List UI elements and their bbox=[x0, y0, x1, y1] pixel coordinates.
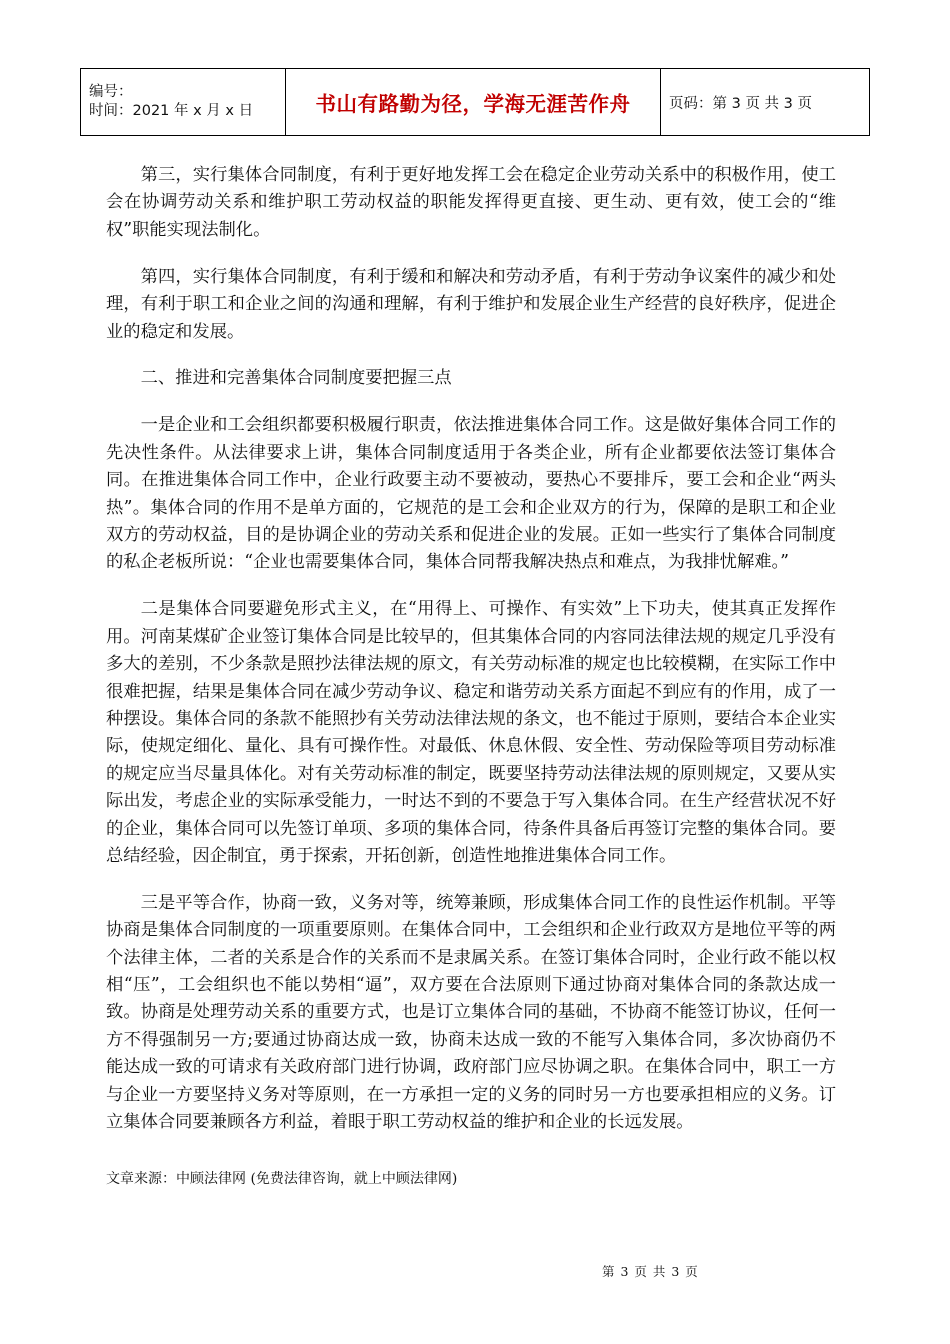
paragraph-fourth-point: 第四，实行集体合同制度，有利于缓和和解决和劳动矛盾，有利于劳动争议案件的减少和处理，有利于职工和企业之间的沟通和理解，有利于维护和发展企业生产经营的良好秩序，促进企业的稳定和发展。 bbox=[106, 266, 836, 342]
article-source: 文章来源：中顾法律网 (免费法律咨询，就上中顾法律网) bbox=[106, 1171, 458, 1187]
document-number-label: 编号： bbox=[89, 84, 133, 100]
document-date: 时间：2021 年 x 月 x 日 bbox=[89, 103, 254, 119]
header-motto: 书山有路勤为径，学海无涯苦作舟 bbox=[286, 69, 661, 136]
paragraph-third-point: 第三，实行集体合同制度，有利于更好地发挥工会在稳定企业劳动关系中的积极作用，使工会在协调劳动关系和维护职工劳动权益的职能发挥得更直接、更生动、更有效，使工会的“维权”职能实现法制化。 bbox=[106, 165, 836, 240]
article-body bbox=[106, 162, 836, 1156]
header-meta-cell bbox=[81, 69, 286, 136]
page-footer: 第 3 页 共 3 页 bbox=[602, 1264, 698, 1279]
paragraph-point-three: 三是平等合作，协商一致，义务对等，统筹兼顾，形成集体合同工作的良性运作机制。平等协商是集体合同制度的一项重要原则。在集体合同中，工会组织和企业行政双方是地位平等的两个法律主体，二者的关系是合作的关系而不是隶属关系。在签订集体合同时，企业行政不能以权相“压”，工会组织也不能以势相“逼”，双方要在合法原则下通过协商对集体合同的条款达成一致。协商是处理劳动关系的重要方式，也是订立集体合同的基础，不协商不能签订协议，任何一方不得强制另一方;要通过协商达成一致，协商未达成一致的不能写入集体合同，多次协商仍不能达成一致的可请求有关政府部门进行协调，政府部门应尽协调之职。在集体合同中，职工一方与企业一方要坚持义务对等原则，在一方承担一定的义务的同时另一方也要承担相应的义务。订立集体合同要兼顾各方利益，着眼于职工劳动权益的维护和企业的长远发展。 bbox=[106, 892, 836, 1133]
paragraph-point-two: 二是集体合同要避免形式主义，在“用得上、可操作、有实效”上下功夫，使其真正发挥作用。河南某煤矿企业签订集体合同是比较早的，但其集体合同的内容同法律法规的规定几乎没有多大的差别，不少条款是照抄法律法规的原文，有关劳动标准的规定也比较模糊，在实际工作中很难把握，结果是集体合同在减少劳动争议、稳定和谐劳动关系方面起不到应有的作用，成了一种摆设。集体合同的条款不能照抄有关劳动法律法规的条文，也不能过于原则，要结合本企业实际，使规定细化、量化、具有可操作性。对最低、休息休假、安全性、劳动保险等项目劳动标准的规定应当尽量具体化。对有关劳动标准的制定，既要坚持劳动法律法规的原则规定，又要从实际出发，考虑企业的实际承受能力，一时达不到的不要急于写入集体合同。在生产经营状况不好的企业，集体合同可以先签订单项、多项的集体合同，待条件具备后再签订完整的集体合同。要总结经验，因企制宜，勇于探索，开拓创新，创造性地推进集体合同工作。 bbox=[106, 599, 836, 866]
section-heading: 二、推进和完善集体合同制度要把握三点 bbox=[140, 368, 452, 389]
paragraph-point-one: 一是企业和工会组织都要积极履行职责，依法推进集体合同工作。这是做好集体合同工作的先决性条件。从法律要求上讲，集体合同制度适用于各类企业，所有企业都要依法签订集体合同。在推进集体合同工作中，企业行政要主动不要被动，要热心不要排斥，要工会和企业“两头热”。集体合同的作用不是单方面的，它规范的是工会和企业双方的行为，保障的是职工和企业双方的劳动权益，目的是协调企业的劳动关系和促进企业的发展。正如一些实行了集体合同制度的私企老板所说：“企业也需要集体合同，集体合同帮我解决热点和难点，为我排忧解难。” bbox=[106, 415, 836, 573]
page-header bbox=[80, 68, 870, 136]
header-page-code: 页码：第 3 页 共 3 页 bbox=[661, 69, 870, 136]
